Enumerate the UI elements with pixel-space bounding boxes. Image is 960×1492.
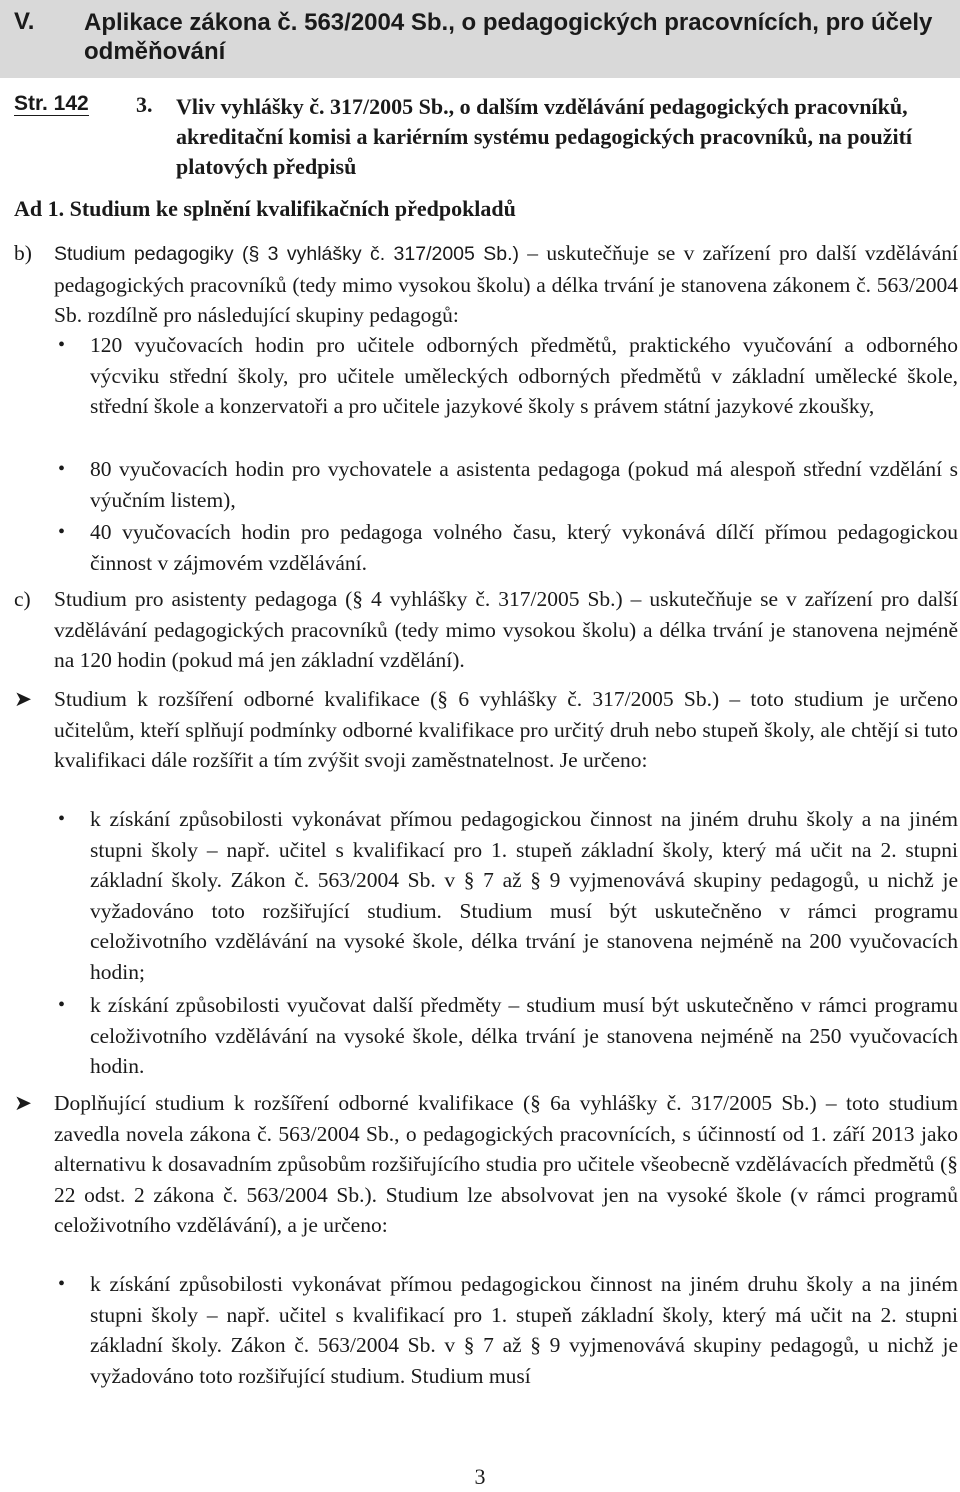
page-number: 3 [474,1464,486,1489]
arrow-item-2-bullet-1: k získání způsobilosti vykonávat přímou pedagogickou činnost na jiném druhu školy a na jiném stupni školy – např. učitel s kvalifikací pro 1. stupeň základní školy, který má učit na 2. stupni základní školy. Zákon č. 563/2004 Sb. v § 7 až § 9 vyjmenovává skupiny pedagogů, u nichž je vyžadováno toto rozšiřující studium. Studium musí [90,1272,958,1388]
item-c-marker: c) [14,587,31,611]
arrow-bullet-icon: ➤ [14,1091,33,1115]
item-b-paragraph [54,238,958,331]
chapter-number: V. [14,8,35,35]
item-b-bullet-2: 80 vyučovacích hodin pro vychovatele a asistenta pedagoga (pokud má alespoň střední vzdělání s výučním listem), [90,457,958,512]
item-b-bullet-1: 120 vyučovacích hodin pro učitele odborných předmětů, praktického vyučování a odborného výcviku střední školy, pro učitele uměleckých odborných předmětů v základní umělecké škole, střední škole a konzervatoři a pro učitele jazykové školy s právem státní jazykové zkoušky, [90,333,958,418]
bullet-icon: • [58,1273,66,1295]
bullet-icon: • [58,521,66,543]
section-number: 3. [136,92,153,117]
item-c-paragraph: Studium pro asistenty pedagoga (§ 4 vyhlášky č. 317/2005 Sb.) – uskutečňuje se v zařízení pro další vzdělávání pedagogických pracovníků (tedy mimo vysokou školu) a délka trvání je stanovena nejméně na 120 hodin (pokud má jen základní vzdělání). [54,587,958,672]
item-b-text: – uskutečňuje se v zařízení pro další vzdělávání pedagogických pracovníků (tedy mimo vysokou školu) a délka trvání je stanovena zákonem č. 563/2004 Sb. rozdílně pro následující skupiny pedagogů: [54,241,958,327]
page-reference-text: Str. 142 [14,92,89,115]
chapter-title: Aplikace zákona č. 563/2004 Sb., o pedagogických pracovnících, pro účely odměňování [84,9,933,65]
bullet-icon: • [58,808,66,830]
arrow-item-1-bullet-2: k získání způsobilosti vyučovat další předměty – studium musí být uskutečněno v rámci programu celoživotního vzdělávání na vysoké škole, délka trvání je stanovena nejméně na 250 vyučovacích hodin. [90,993,958,1078]
bullet-icon: • [58,458,66,480]
arrow-item-1-paragraph: Studium k rozšíření odborné kvalifikace (§ 6 vyhlášky č. 317/2005 Sb.) – toto studium je určeno učitelům, kteří splňují podmínky odborné kvalifikace pro určitý druh nebo stupeň školy, ale chtějí si tuto kvalifikaci dále rozšířit a tím zvýšit svoji zaměstnatelnost. Je určeno: [54,687,958,772]
arrow-item-1-bullet-1: k získání způsobilosti vykonávat přímou pedagogickou činnost na jiném druhu školy a na jiném stupni školy – např. učitel s kvalifikací pro 1. stupeň základní školy, který má učit na 2. stupni základní školy. Zákon č. 563/2004 Sb. v § 7 až § 9 vyjmenovává skupiny pedagogů, u nichž je vyžadováno toto rozšiřující studium. Studium musí být uskutečněno v rámci programu celoživotního vzdělávání na vysoké škole, délka trvání je stanovena nejméně na 200 vyučovacích hodin; [90,807,958,984]
page-reference [14,92,89,116]
section-title: Vliv vyhlášky č. 317/2005 Sb., o dalším vzdělávání pedagogických pracovníků, akreditační komisi a kariérním systému pedagogických pracovníků, na použití platových předpisů [176,94,913,179]
arrow-item-2-paragraph: Doplňující studium k rozšíření odborné kvalifikace (§ 6a vyhlášky č. 317/2005 Sb.) – toto studium zavedla novela zákona č. 563/2004 Sb., o pedagogických pracovnících, s účinností od 1. září 2013 jako alternativu k dosavadním způsobům rozšiřujícího studia pro učitele všeobecně vzdělávacích předmětů (§ 22 odst. 2 zákona č. 563/2004 Sb.). Studium lze absolvovat jen na vysoké škole (v rámci programů celoživotního vzdělávání), a je určeno: [54,1091,958,1237]
subsection-heading: Ad 1. Studium ke splnění kvalifikačních předpokladů [14,196,516,221]
item-b-intro: Studium pedagogiky (§ 3 vyhlášky č. 317/2005 Sb.) [54,243,519,265]
bullet-icon: • [58,994,66,1016]
item-b-marker: b) [14,241,32,265]
arrow-bullet-icon: ➤ [14,687,33,711]
bullet-icon: • [58,334,66,356]
item-b-bullet-3: 40 vyučovacích hodin pro pedagoga volného času, který vykonává dílčí přímou pedagogickou činnost v zájmovém vzdělávání. [90,520,958,575]
